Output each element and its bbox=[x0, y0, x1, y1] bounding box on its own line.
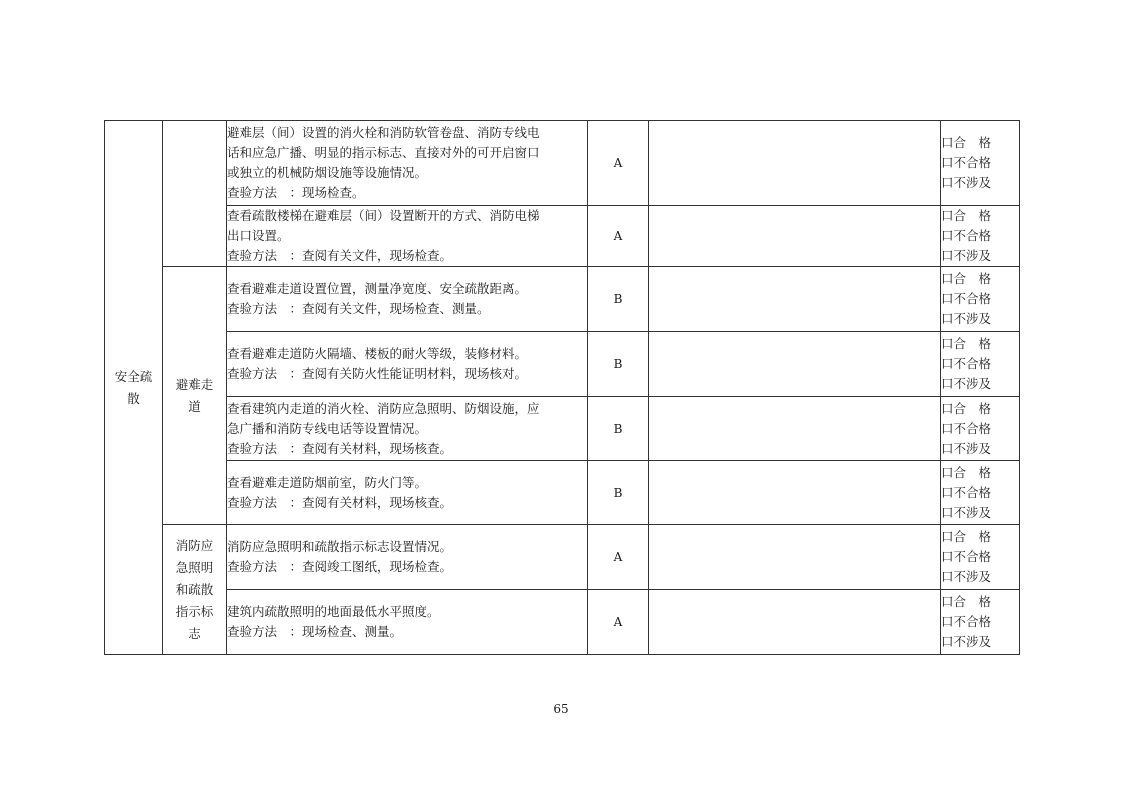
option-pass[interactable]: 口合 格 bbox=[941, 400, 992, 416]
subcategory-emergency-lighting: 消防应 急照明 和疏散 指示标 志 bbox=[163, 525, 227, 655]
importance-level: B bbox=[588, 332, 649, 397]
remarks-cell bbox=[649, 461, 941, 525]
option-not-applicable[interactable]: 口不涉及 bbox=[941, 440, 992, 456]
result-options[interactable] bbox=[941, 397, 1020, 461]
result-options[interactable] bbox=[941, 206, 1020, 267]
result-options[interactable] bbox=[941, 590, 1020, 655]
option-fail[interactable]: 口不合格 bbox=[941, 356, 992, 371]
result-options[interactable] bbox=[941, 121, 1020, 206]
table-row bbox=[105, 590, 1020, 655]
remarks-cell bbox=[649, 590, 941, 655]
option-fail[interactable]: 口不合格 bbox=[941, 291, 992, 306]
option-not-applicable[interactable]: 口不涉及 bbox=[941, 569, 992, 584]
table-row bbox=[105, 397, 1020, 461]
importance-level: B bbox=[588, 267, 649, 332]
option-fail[interactable]: 口不合格 bbox=[941, 614, 992, 629]
option-not-applicable[interactable]: 口不涉及 bbox=[941, 175, 992, 190]
option-pass[interactable]: 口合 格 bbox=[941, 271, 992, 286]
table-row bbox=[105, 525, 1020, 590]
subcategory-cell-empty bbox=[163, 121, 227, 267]
subcategory-evacuation-walkway: 避难走 道 bbox=[163, 267, 227, 525]
option-fail[interactable]: 口不合格 bbox=[941, 420, 992, 436]
importance-level: A bbox=[588, 590, 649, 655]
option-fail[interactable]: 口不合格 bbox=[941, 155, 992, 170]
option-not-applicable[interactable]: 口不涉及 bbox=[941, 634, 992, 649]
option-fail[interactable]: 口不合格 bbox=[941, 228, 992, 243]
category-cell: 安全疏 散 bbox=[105, 121, 163, 655]
option-not-applicable[interactable]: 口不涉及 bbox=[941, 311, 992, 326]
result-options[interactable] bbox=[941, 461, 1020, 525]
table-row bbox=[105, 267, 1020, 332]
item-description: 消防应急照明和疏散指示标志设置情况。 查验方法 ：查阅竣工图纸，现场检查。 bbox=[227, 525, 588, 590]
option-not-applicable[interactable]: 口不涉及 bbox=[941, 376, 992, 391]
importance-level: A bbox=[588, 525, 649, 590]
item-description: 避难层（间）设置的消火栓和消防软管卷盘、消防专线电 话和应急广播、明显的指示标志、直接对外的可开启窗口 或独立的机械防烟设施等设施情况。 查验方法 ：现场检查。 bbox=[227, 121, 588, 206]
remarks-cell bbox=[649, 206, 941, 267]
option-not-applicable[interactable]: 口不涉及 bbox=[941, 504, 992, 520]
remarks-cell bbox=[649, 397, 941, 461]
result-options[interactable] bbox=[941, 267, 1020, 332]
page-number: 65 bbox=[553, 702, 569, 716]
importance-level: B bbox=[588, 461, 649, 525]
option-pass[interactable]: 口合 格 bbox=[941, 336, 992, 351]
option-fail[interactable]: 口不合格 bbox=[941, 549, 992, 564]
importance-level: A bbox=[588, 121, 649, 206]
option-pass[interactable]: 口合 格 bbox=[941, 135, 992, 150]
item-description: 查看避难走道防火隔墙、楼板的耐火等级，装修材料。 查验方法 ：查阅有关防火性能证明材料，现场核对。 bbox=[227, 332, 588, 397]
importance-level: A bbox=[588, 206, 649, 267]
inspection-table bbox=[104, 120, 1020, 655]
option-pass[interactable]: 口合 格 bbox=[941, 208, 992, 223]
option-not-applicable[interactable]: 口不涉及 bbox=[941, 248, 992, 263]
item-description: 建筑内疏散照明的地面最低水平照度。 查验方法 ：现场检查、测量。 bbox=[227, 590, 588, 655]
importance-level: B bbox=[588, 397, 649, 461]
item-description: 查看避难走道设置位置，测量净宽度、安全疏散距离。 查验方法 ：查阅有关文件，现场检查、测量。 bbox=[227, 267, 588, 332]
item-description: 查看疏散楼梯在避难层（间）设置断开的方式、消防电梯 出口设置。 查验方法 ：查阅有关文件，现场检查。 bbox=[227, 206, 588, 267]
result-options[interactable] bbox=[941, 525, 1020, 590]
table-row bbox=[105, 206, 1020, 267]
remarks-cell bbox=[649, 525, 941, 590]
option-pass[interactable]: 口合 格 bbox=[941, 529, 992, 544]
option-pass[interactable]: 口合 格 bbox=[941, 464, 992, 480]
table-row bbox=[105, 121, 1020, 206]
remarks-cell bbox=[649, 121, 941, 206]
item-description: 查看建筑内走道的消火栓、消防应急照明、防烟设施，应 急广播和消防专线电话等设置情况。 查验方法 ：查阅有关材料，现场核查。 bbox=[227, 397, 588, 461]
option-fail[interactable]: 口不合格 bbox=[941, 484, 992, 500]
result-options[interactable] bbox=[941, 332, 1020, 397]
remarks-cell bbox=[649, 267, 941, 332]
remarks-cell bbox=[649, 332, 941, 397]
item-description: 查看避难走道防烟前室，防火门等。 查验方法 ：查阅有关材料，现场核查。 bbox=[227, 461, 588, 525]
table-row bbox=[105, 461, 1020, 525]
table-row bbox=[105, 332, 1020, 397]
option-pass[interactable]: 口合 格 bbox=[941, 594, 992, 609]
